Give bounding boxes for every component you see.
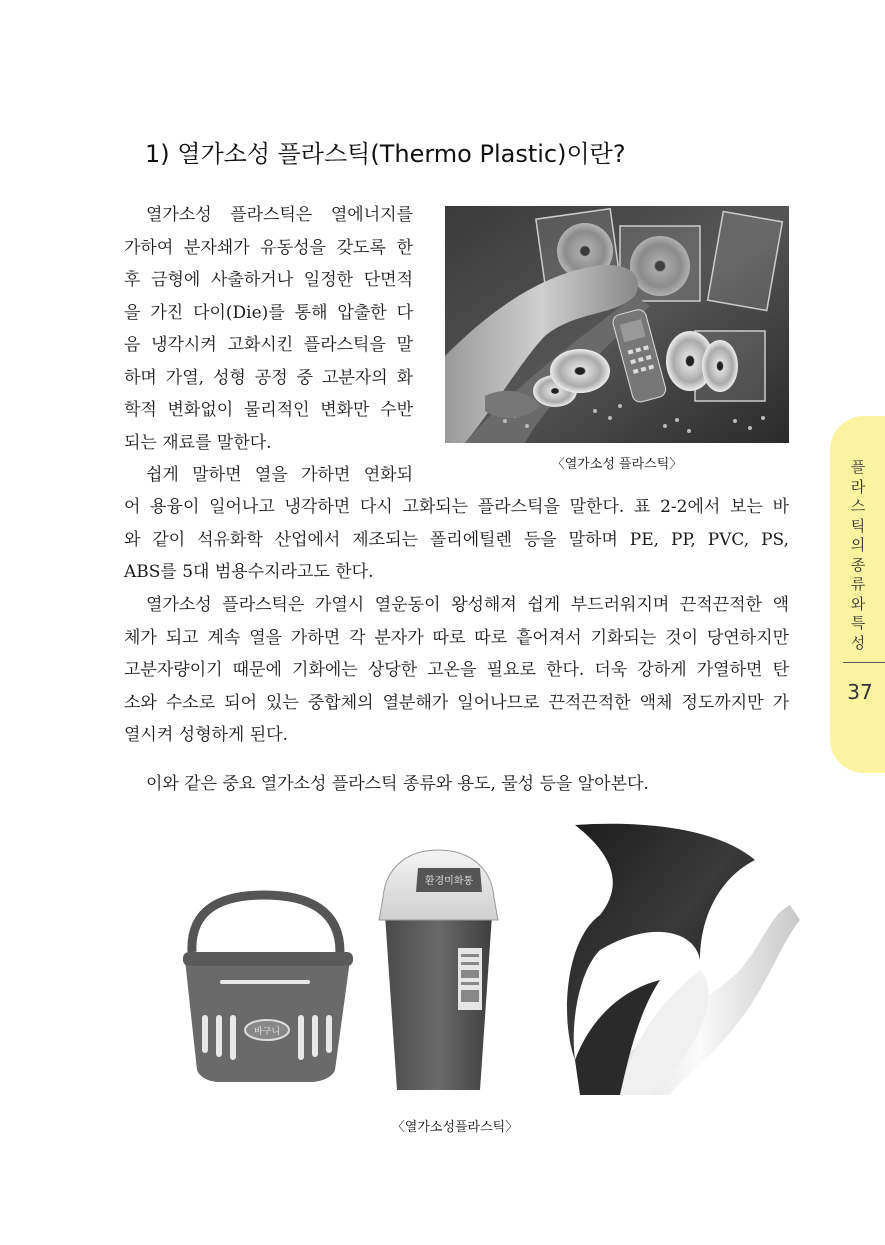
text-line: 학적 변화없이 물리적인 변화만 수반 xyxy=(124,400,413,420)
chapter-tab-label: 플라스틱의 종류와 특성 xyxy=(850,458,866,652)
text-line: ABS를 5대 범용수지라고도 한다. xyxy=(124,562,374,582)
figure-1-caption: 〈열가소성 플라스틱〉 xyxy=(551,457,683,472)
text-line: 을 가진 다이(Die)를 통해 압출한 다 xyxy=(124,302,413,323)
text-line: 음 냉각시켜 고화시킨 플라스틱을 말 xyxy=(124,335,413,355)
thermoplastic-photo xyxy=(445,206,789,443)
trash-bin-illustration xyxy=(379,850,498,1090)
text-line: 어 용융이 일어나고 냉각하면 다시 고화되는 플라스틱을 말한다. 표 2-2에서 보는 바 xyxy=(124,497,789,517)
section-heading: 1) 열가소성 플라스틱(Thermo Plastic)이란? xyxy=(145,140,626,168)
text-line: 열가소성 플라스틱은 열에너지를 xyxy=(146,205,413,225)
paragraph-2 xyxy=(124,491,789,589)
text-line: 가하여 분자쇄가 유동성을 갖도록 한 xyxy=(124,237,413,258)
plastic-products-photo xyxy=(180,820,800,1110)
basket-illustration xyxy=(183,895,353,1082)
paragraph-4 xyxy=(146,768,789,801)
paragraph-3 xyxy=(124,589,789,752)
tab-divider xyxy=(843,662,885,663)
paragraph-1 xyxy=(124,199,413,459)
text-line: 후 금형에 사출하거나 일정한 단면적 xyxy=(124,270,413,290)
text-line: 와 같이 석유화학 산업에서 제조되는 폴리에틸렌 등을 말하며 PE, PP, PVC, PS, xyxy=(124,529,789,550)
bin-label: 환경미화통 xyxy=(424,876,474,887)
paragraph-2-intro xyxy=(146,459,413,492)
text-line: 체가 되고 계속 열을 가하면 각 분자가 따로 따로 흩어져서 기화되는 것이 당연하지만 xyxy=(124,627,789,648)
text-line: 되는 재료를 말한다. xyxy=(124,432,272,453)
text-line: 열시켜 성형하게 된다. xyxy=(124,725,289,745)
text-line: 열가소성 플라스틱은 가열시 열운동이 왕성해져 쉽게 부드러워지며 끈적끈적한 액 xyxy=(146,595,789,615)
basket-label: 바구니 xyxy=(253,1027,281,1037)
figure-2-caption: 〈열가소성플라스틱〉 xyxy=(391,1120,519,1135)
text-line: 하며 가열, 성형 공정 중 고분자의 화 xyxy=(124,367,413,388)
text-line: 소와 수소로 되어 있는 중합체의 열분해가 일어나므로 끈적끈적한 액체 정도까지만 가 xyxy=(124,692,789,713)
page-number: 37 xyxy=(847,680,873,704)
text-line: 고분자량이기 때문에 기화에는 상당한 고온을 필요로 한다. 더욱 강하게 가열하면 탄 xyxy=(124,660,789,680)
chairs-illustration xyxy=(567,824,800,1095)
text-line: 쉽게 말하면 열을 가하면 연화되 xyxy=(146,465,413,485)
text-line: 이와 같은 중요 열가소성 플라스틱 종류와 용도, 물성 등을 알아본다. xyxy=(146,774,649,794)
